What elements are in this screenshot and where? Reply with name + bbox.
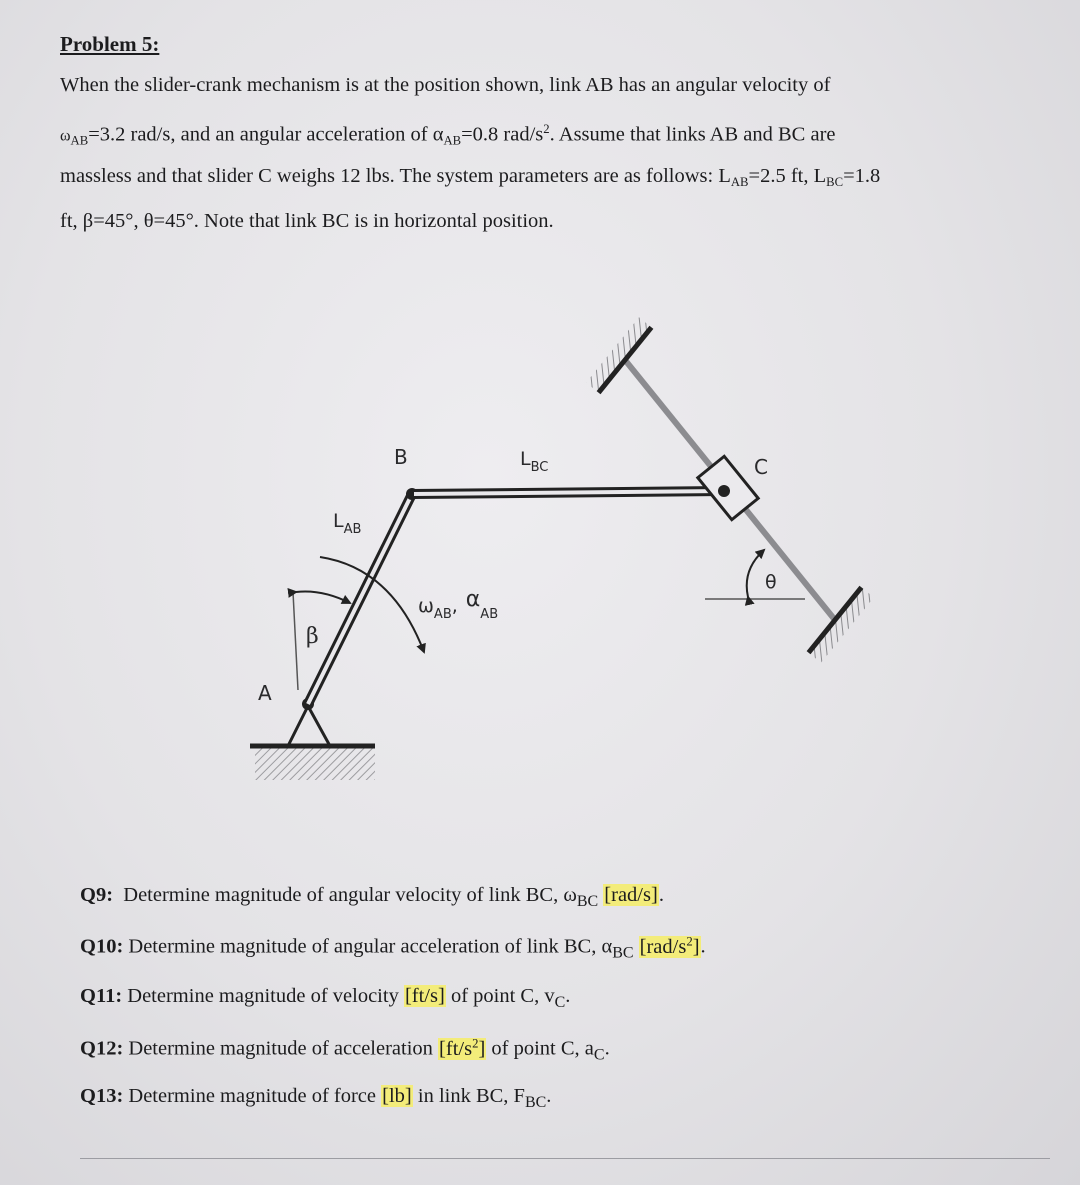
statement-line-4: ft, β=45°, θ=45°. Note that link BC is in horizontal position. xyxy=(60,210,554,232)
unit-highlight: $[rad/s^2]$ xyxy=(639,934,700,958)
problem-title: Problem 5: xyxy=(60,32,160,56)
question-q9: Q9: Determine magnitude of angular velocity of link BC, $\omega_{BC}$ [rad/s]. xyxy=(80,884,664,910)
bottom-rule xyxy=(80,1158,1050,1159)
link-bc xyxy=(412,491,724,494)
label-l-ab: $L_{AB}$ xyxy=(333,510,362,537)
beta-reference-line xyxy=(293,592,298,690)
label-l-bc: $L_{BC}$ xyxy=(520,448,549,475)
label-c: C xyxy=(754,455,768,479)
theta-arc xyxy=(747,550,764,597)
unit-highlight: [rad/s] xyxy=(604,884,658,906)
pin-support-a xyxy=(288,706,330,746)
unit-highlight: [lb] xyxy=(382,1085,412,1107)
pin-c xyxy=(718,485,730,497)
question-q13: Q13: Determine magnitude of force [lb] in link BC, $F_{BC}$. xyxy=(80,1085,552,1111)
ground-a xyxy=(250,746,375,780)
beta-arc xyxy=(296,591,350,603)
statement-line-1: When the slider-crank mechanism is at the position shown, link AB has an angular velocity of xyxy=(60,74,831,96)
statement-line-3: massless and that slider C weighs 12 lbs. The system parameters are as follows: $L_{AB}=2.5$ ft, $L_{BC}=1.8$ xyxy=(60,165,881,189)
label-b: B xyxy=(394,445,408,469)
question-q10: Q10: Determine magnitude of angular acceleration of link BC, $\alpha_{BC}$ $[rad/s^2]$. xyxy=(80,934,706,962)
label-omega-alpha: $\omega_{AB}$, $\alpha_{AB}$ xyxy=(418,587,499,622)
statement-line-2: $\omega_{AB}=3.2$ rad/s, and an angular acceleration of $\alpha_{AB}=0.8$ rad/$s^2$. Assume that links AB and BC are xyxy=(60,122,836,148)
label-beta: β xyxy=(306,624,319,649)
question-q11: Q11: Determine magnitude of velocity [ft/s] of point C, $v_C$. xyxy=(80,985,571,1011)
label-theta: θ xyxy=(765,571,777,593)
question-q12: Q12: Determine magnitude of acceleration $[ft/s^2]$ of point C, $a_C$. xyxy=(80,1036,610,1064)
unit-highlight: [ft/s] xyxy=(404,985,445,1007)
unit-highlight: $[ft/s^2]$ xyxy=(439,1036,486,1060)
label-a: A xyxy=(258,681,272,705)
